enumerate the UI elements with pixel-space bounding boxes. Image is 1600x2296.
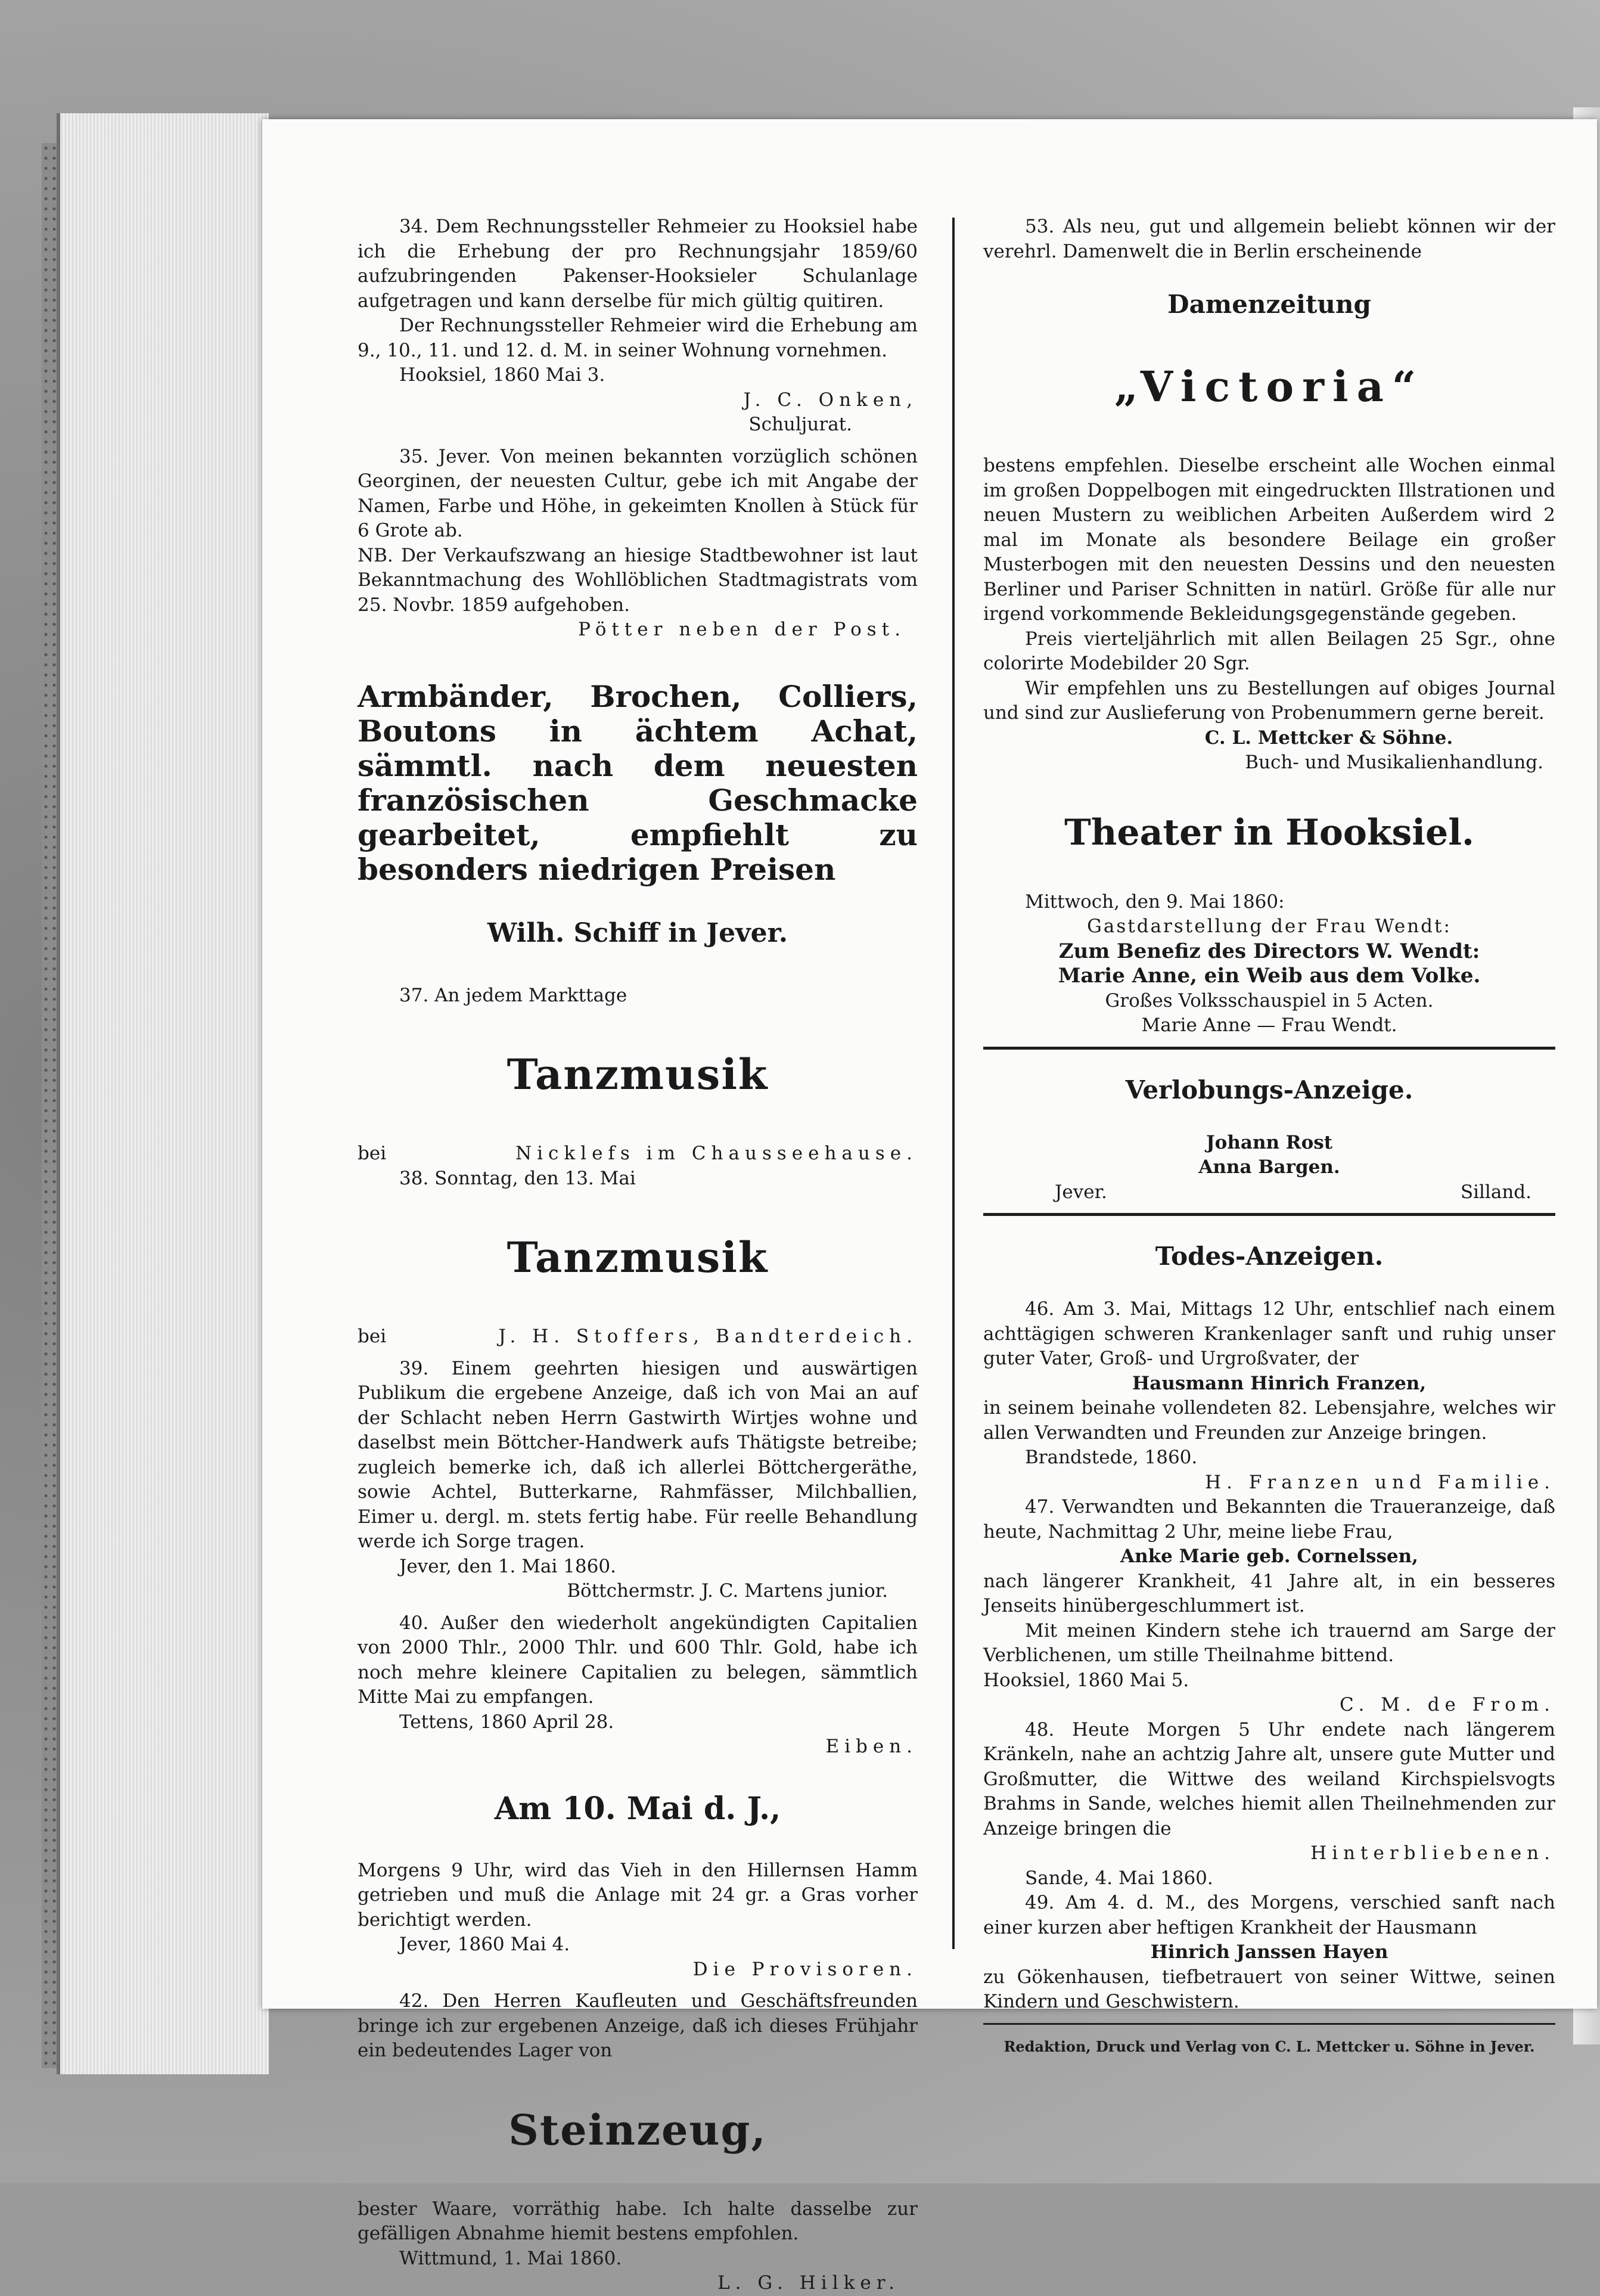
ad-53-text: 53. Als neu, gut und allgemein beliebt können wir der verehrl. Damenwelt die in Berlin erscheinende: [983, 216, 1555, 262]
ad-42-title: Steinzeug,: [508, 2105, 767, 2155]
ad-34-place: Hooksiel, 1860 Mai 3.: [399, 364, 605, 386]
ad-35-signature: Pötter neben der Post.: [578, 619, 906, 640]
theater-play: Marie Anne, ein Weib aus dem Volke.: [1058, 964, 1481, 988]
ad-37-title: Tanzmusik: [507, 1050, 769, 1099]
ad-36-text: Armbänder, Brochen, Colliers, Boutons in ächtem Achat, sämmtl. nach dem neuesten französischen Geschmacke gearbeitet, empfiehlt zu besonders niedrigen Preisen: [358, 678, 918, 887]
ad-42-text-2: bester Waare, vorräthig habe. Ich halte dasselbe zur gefälligen Abnahme hiemit bestens empfohlen.: [358, 2198, 918, 2244]
ad-49-name: Hinrich Janssen Hayen: [1150, 1941, 1388, 1963]
ad-41-text: Morgens 9 Uhr, wird das Vieh in den Hillernsen Hamm getrieben und muß die Anlage mit 24 gr. a Gras vorher berichtigt werden.: [358, 1859, 918, 1931]
ad-39-place: Jever, den 1. Mai 1860.: [399, 1555, 616, 1577]
ad-37-bei: bei: [358, 1143, 387, 1164]
ad-39-text: 39. Einem geehrten hiesigen und auswärtigen Publikum die ergebene Anzeige, daß ich von Mai an auf der Schlacht neben Herrn Gastwirth Wirtjes wohne und daselbst mein Böttcher-Handwerk aufs Thätigste betreibe; zugleich bemerke ich, daß ich allerlei Böttchergeräthe, sowie Achtel, Butterkarne, Rahmfässer, Milchballien, Eimer u. dergl. m. stets fertig habe. Für reelle Behandlung werde ich Sorge tragen.: [358, 1357, 918, 1552]
ad-48-signature: Hinterbliebenen.: [1310, 1842, 1555, 1864]
ad-46-signature: H. Franzen und Familie.: [1205, 1471, 1555, 1493]
ad-34-text-1: 34. Dem Rechnungssteller Rehmeier zu Hooksiel habe ich die Erhebung der pro Rechnungsjahr 1859/60 aufzubringenden Pakenser-Hooksieler Schulanlage aufgetragen und kann derselbe für mich gültig quitiren.: [358, 216, 918, 312]
imprint-footer: Redaktion, Druck und Verlag von C. L. Mettcker u. Söhne in Jever.: [1004, 2037, 1535, 2055]
engagement-name-2: Anna Bargen.: [1198, 1156, 1340, 1178]
ad-46-place: Brandstede, 1860.: [1025, 1447, 1198, 1468]
theater-benefit: Zum Benefiz des Directors W. Wendt:: [1058, 939, 1480, 963]
ad-34-signature: J. C. Onken,: [743, 389, 918, 411]
ad-42-place: Wittmund, 1. Mai 1860.: [399, 2247, 622, 2269]
ad-49-text: 49. Am 4. d. M., des Morgens, verschied sanft nach einer kurzen aber heftigen Krankheit der Hausmann: [983, 1892, 1555, 1938]
ad-42-text: 42. Den Herren Kaufleuten und Geschäftsfreunden bringe ich zur ergebenen Anzeige, daß ich dieses Frühjahr ein bedeutendes Lager von: [358, 1990, 918, 2061]
engagement-title: Verlobungs-Anzeige.: [1125, 1075, 1413, 1104]
ad-37-host: Nicklefs im Chausseehause.: [515, 1143, 918, 1164]
ad-48-place: Sande, 4. Mai 1860.: [1025, 1867, 1213, 1889]
ad-53-signature: C. L. Mettcker & Söhne.: [1204, 727, 1453, 749]
ad-47-text-2: nach längerer Krankheit, 41 Jahre alt, in ein besseres Jenseits hinübergeschlummert ist.: [983, 1570, 1555, 1616]
ad-53-signature-title: Buch- und Musikalienhandlung.: [1245, 752, 1543, 773]
ad-34-text-2: Der Rechnungssteller Rehmeier wird die Erhebung am 9., 10., 11. und 12. d. M. in seiner Wohnung vornehmen.: [358, 315, 918, 361]
ad-42-signature: L. G. Hilker.: [717, 2272, 900, 2294]
theater-date: Mittwoch, den 9. Mai 1860:: [1025, 891, 1285, 913]
ad-41-place: Jever, 1860 Mai 4.: [399, 1934, 570, 1955]
ad-48-text: 48. Heute Morgen 5 Uhr endete nach längerem Kränkeln, nahe an achtzig Jahre alt, unsere gute Mutter und Großmutter, die Wittwe des weiland Kirchspielsvogts Brahms in Sande, welches hiemit allen Theilnehmenden zur Anzeige bringen die: [983, 1718, 1555, 1839]
theater-title: Theater in Hooksiel.: [1064, 811, 1474, 854]
left-column: [358, 215, 918, 2296]
ad-35-text-2: NB. Der Verkaufszwang an hiesige Stadtbewohner ist laut Bekanntmachung des Wohllöblichen Stadtmagistrats vom 25. Novbr. 1859 aufgehoben.: [358, 544, 918, 616]
right-column: [983, 215, 1555, 2071]
theater-guest: Gastdarstellung der Frau Wendt:: [1087, 916, 1452, 937]
ad-38-host: J. H. Stoffers, Bandterdeich.: [498, 1326, 918, 1347]
ad-41-title: Am 10. Mai d. J.,: [494, 1790, 781, 1827]
section-rule-3: [983, 2023, 1555, 2025]
ad-47-text: 47. Verwandten und Bekannten die Traueranzeige, daß heute, Nachmittag 2 Uhr, meine liebe Frau,: [983, 1496, 1555, 1543]
section-rule-1: [983, 1047, 1555, 1050]
ad-47-place: Hooksiel, 1860 Mai 5.: [983, 1669, 1189, 1691]
ad-53-title-2: „Victoria“: [1114, 362, 1425, 411]
ad-38-intro: 38. Sonntag, den 13. Mai: [399, 1167, 636, 1189]
ad-53-text-2: bestens empfehlen. Dieselbe erscheint alle Wochen einmal im großen Doppelbogen mit eingedruckten Illstrationen und neuen Mustern zu weiblichen Arbeiten Außerdem wird 2 mal im Monate als besondere Beilage ein großer Musterbogen mit den neuesten Dessins und den neuesten Berliner und Pariser Schnitten in natürl. Größe für alle nur irgend vorkommende Bekleidungsgegenstände gegeben.: [983, 455, 1555, 625]
section-rule-2: [983, 1213, 1555, 1216]
ad-53-price: Preis vierteljährlich mit allen Beilagen 25 Sgr., ohne colorirte Modebilder 20 Sgr.: [983, 628, 1555, 674]
engagement-name-1: Johann Rost: [1206, 1131, 1333, 1153]
ad-37-intro: 37. An jedem Markttage: [399, 984, 627, 1006]
engagement-place-1: Jever.: [1055, 1181, 1107, 1203]
deaths-title: Todes-Anzeigen.: [1155, 1242, 1384, 1271]
ad-40-signature: Eiben.: [825, 1736, 918, 1757]
ad-38-bei: bei: [358, 1326, 387, 1347]
engagement-place-2: Silland.: [1460, 1181, 1531, 1203]
ad-39-signature: Böttchermstr. J. C. Martens junior.: [567, 1580, 888, 1602]
ad-46-text: 46. Am 3. Mai, Mittags 12 Uhr, entschlief nach einem achttägigen schweren Krankenlager sanft und ruhig unser guter Vater, Groß- und Urgroßvater, der: [983, 1298, 1555, 1369]
theater-genre: Großes Volksschauspiel in 5 Acten.: [1105, 989, 1434, 1012]
page-stack-edge: [57, 113, 269, 2074]
ad-35-text-1: 35. Jever. Von meinen bekannten vorzüglich schönen Georginen, der neuesten Cultur, gebe ich mit Angabe der Namen, Farbe und Höhe, in gekeimten Knollen à Stück für 6 Grote ab.: [358, 445, 918, 541]
ad-40-text: 40. Außer den wiederholt angekündigten Capitalien von 2000 Thlr., 2000 Thlr. und 600 Thlr. Gold, habe ich noch mehre kleinere Capitalien zu belegen, sämmtlich Mitte Mai zu empfangen.: [358, 1612, 918, 1708]
ad-34-signature-title: Schuljurat.: [748, 414, 852, 435]
theater-cast: Marie Anne — Frau Wendt.: [1141, 1014, 1397, 1036]
ad-46-name: Hausmann Hinrich Franzen,: [1132, 1372, 1427, 1394]
ad-53-text-3: Wir empfehlen uns zu Bestellungen auf obiges Journal und sind zur Auslieferung von Probenummern gerne bereit.: [983, 677, 1555, 724]
ad-46-text-2: in seinem beinahe vollendeten 82. Lebensjahre, welches wir allen Verwandten und Freunden zur Anzeige bringen.: [983, 1397, 1555, 1444]
ad-53-title-1: Damenzeitung: [1167, 290, 1371, 319]
ad-47-text-3: Mit meinen Kindern stehe ich trauernd am Sarge der Verblichenen, um stille Theilnahme bittend.: [983, 1619, 1555, 1666]
ad-41-signature: Die Provisoren.: [692, 1958, 918, 1980]
column-divider: [952, 218, 955, 1949]
ad-49-text-2: zu Gökenhausen, tiefbetrauert von seiner Wittwe, seinen Kindern und Geschwistern.: [983, 1966, 1555, 2012]
ad-47-signature: C. M. de From.: [1339, 1694, 1555, 1715]
ad-36-signature: Wilh. Schiff in Jever.: [487, 917, 788, 948]
ad-38-title: Tanzmusik: [507, 1233, 769, 1282]
ad-40-place: Tettens, 1860 April 28.: [399, 1711, 614, 1733]
ad-47-name: Anke Marie geb. Cornelssen,: [1120, 1546, 1418, 1567]
